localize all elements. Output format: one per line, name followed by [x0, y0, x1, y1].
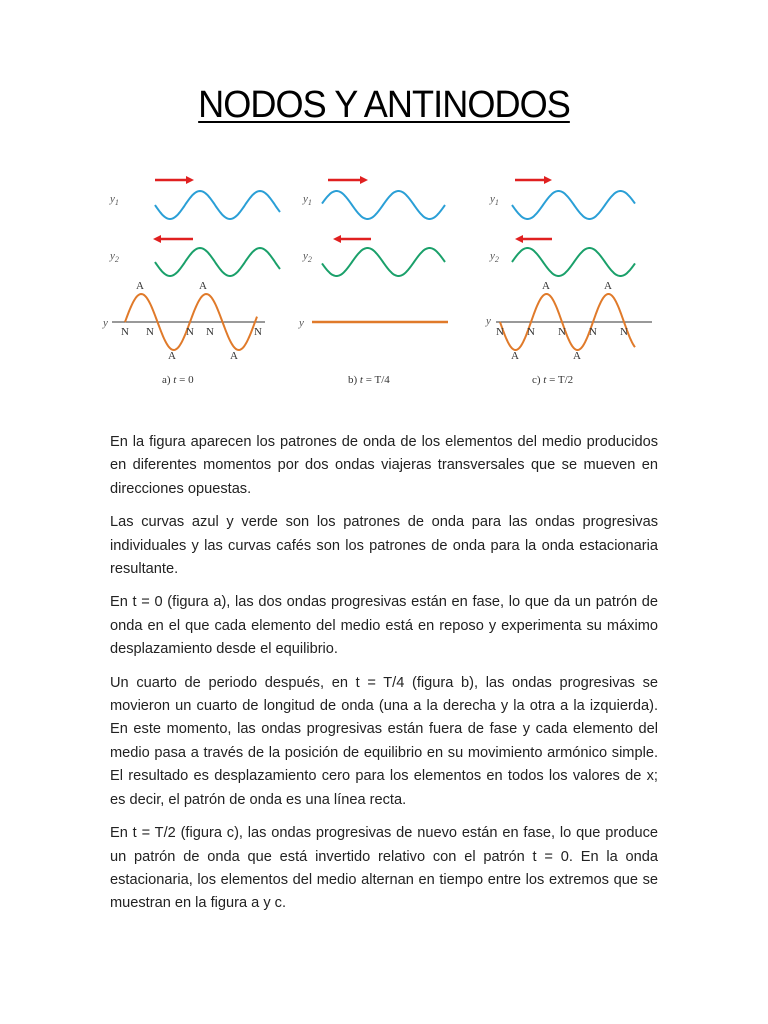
panel-2-node-label-0: N [496, 326, 504, 338]
panel-2-y2-label: $y_2$ [490, 250, 499, 264]
panel-1-caption: b) t = T/4 [348, 374, 390, 386]
panel-1-arrow-left-head [333, 235, 341, 243]
panel-2-antinode-top-0: A [542, 280, 550, 292]
panel-0-y2-label: $y_2$ [110, 250, 119, 264]
panel-2-antinode-top-1: A [604, 280, 612, 292]
panel-2-y1-label: $y_1$ [490, 193, 499, 207]
panel-0-arrow-left-head [153, 235, 161, 243]
panel-2-node-label-1: N [527, 326, 535, 338]
panel-0-node-label-0: N [121, 326, 129, 338]
panel-0-caption: a) t = 0 [162, 374, 194, 386]
panel-1-wave-y2 [322, 248, 445, 276]
panel-0-node-label-4: N [254, 326, 262, 338]
paragraph-4: Un cuarto de periodo después, en t = T/4 (figura b), las ondas progresivas se movieron un cuarto de longitud de onda (una a la derecha y la otra a la izquierda). En este momento, las ondas progresivas están fuera de fase y cada elemento del medio pasa a través de la posición de equilibrio en su movimiento armónico simple. El resultado es desplazamiento cero para los elementos en todos los valores de x; es decir, el patrón de onda es una línea recta. [110, 674, 658, 808]
panel-0-antinode-bottom-1: A [230, 350, 238, 362]
panel-0-y-axis-label: y [103, 317, 108, 329]
paragraph-2: Las curvas azul y verde son los patrones de onda para las ondas progresivas individuales y las curvas cafés son los patrones de onda para la onda estacionaria resultante. [110, 514, 658, 578]
panel-2-wave-y2 [512, 248, 635, 276]
paragraph-3: En t = 0 (figura a), las dos ondas progresivas están en fase, lo que da un patrón de onda en el que cada elemento del medio está en reposo y experimenta su máximo desplazamiento desde el equilibrio. [110, 594, 658, 658]
paragraph-1: En la figura aparecen los patrones de onda de los elementos del medio producidos en diferentes momentos por dos ondas viajeras transversales que se mueven en direcciones opuestas. [110, 434, 658, 497]
panel-2-node-label-2: N [558, 326, 566, 338]
panel-2-arrow-left-head [515, 235, 523, 243]
panel-0-node-label-2: N [186, 326, 194, 338]
panel-2-node-label-3: N [589, 326, 597, 338]
panel-1-y1-label: $y_1$ [303, 193, 312, 207]
panel-0-antinode-top-1: A [199, 280, 207, 292]
panel-0-node-label-3: N [206, 326, 214, 338]
body-text [110, 431, 658, 926]
panel-2-wave-y1 [512, 191, 635, 219]
panel-0-antinode-bottom-0: A [168, 350, 176, 362]
panel-1-y2-label: $y_2$ [303, 250, 312, 264]
paragraph-5: En t = T/2 (figura c), las ondas progresivas de nuevo están en fase, lo que produce un patrón de onda que está invertido relativo con el patrón t = 0. En la onda estacionaria, los elementos del medio alternan en tiempo entre los extremos que se muestran en la figura a y c. [110, 825, 658, 912]
panel-0-node-label-1: N [146, 326, 154, 338]
panel-0-antinode-top-0: A [136, 280, 144, 292]
panel-1-arrow-right-head [360, 176, 368, 184]
page-title: NODOS Y ANTINODOS [198, 84, 570, 126]
panel-0-wave-y2 [155, 248, 280, 276]
panel-0-arrow-right-head [186, 176, 194, 184]
standing-wave-figure [100, 165, 670, 395]
standing-wave-diagram [100, 165, 670, 395]
panel-0-wave-y1 [155, 191, 280, 219]
panel-1-y-axis-label: y [299, 317, 304, 329]
panel-0-y1-label: $y_1$ [110, 193, 119, 207]
panel-2-y-axis-label: y [486, 315, 491, 327]
panel-1-wave-y1 [322, 191, 445, 219]
panel-2-arrow-right-head [544, 176, 552, 184]
panel-2-node-label-4: N [620, 326, 628, 338]
panel-2-antinode-bottom-0: A [511, 350, 519, 362]
panel-2-caption: c) t = T/2 [532, 374, 574, 386]
panel-2-antinode-bottom-1: A [573, 350, 581, 362]
